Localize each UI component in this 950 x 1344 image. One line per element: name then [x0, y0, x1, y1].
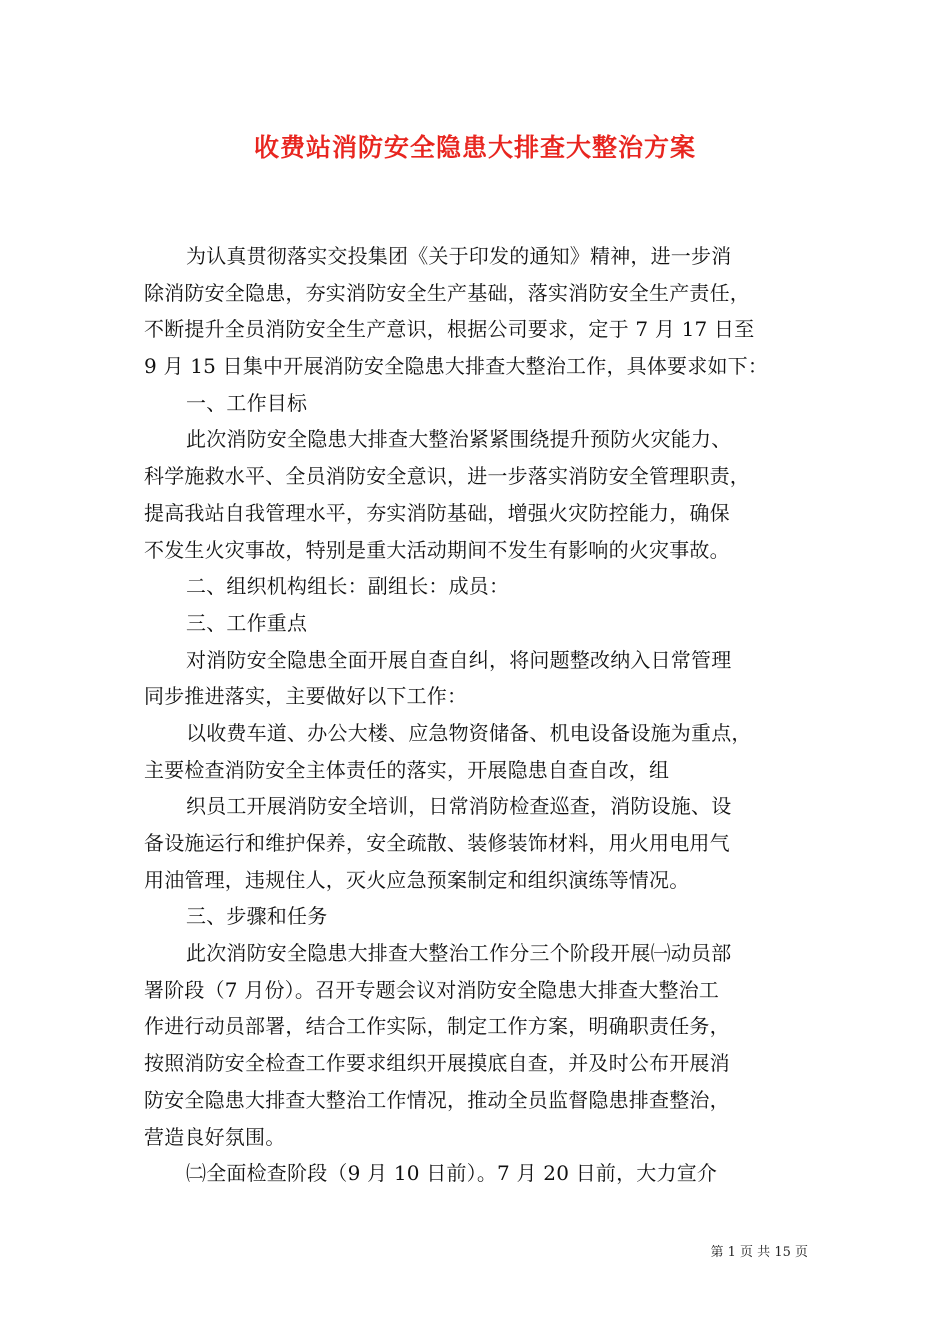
body-line: 织员工开展消防安全培训，日常消防检查巡查，消防设施、设 [186, 794, 732, 819]
body-line: 防安全隐患大排查大整治工作情况，推动全员监督隐患排查整治， [144, 1087, 730, 1112]
body-line: ㈡全面检查阶段（9 月 10 日前）。7 月 20 日前，大力宣介 [186, 1161, 718, 1186]
body-line: 主要检查消防安全主体责任的落实，开展隐患自查自改，组 [144, 757, 670, 782]
body-line: 以收费车道、办公大楼、应急物资储备、机电设备设施为重点， [186, 720, 752, 745]
body-line: 对消防安全隐患全面开展自查自纠，将问题整改纳入日常管理 [186, 647, 732, 672]
body-line: 用油管理，违规住人，灭火应急预案制定和组织演练等情况。 [144, 867, 690, 892]
body-line: 作进行动员部署，结合工作实际，制定工作方案，明确职责任务， [144, 1014, 730, 1039]
section-heading: 二、组织机构组长：副组长：成员： [186, 574, 510, 599]
document-title: 收费站消防安全隐患大排查大整治方案 [253, 133, 696, 162]
page-number: 第 1 页 共 15 页 [710, 1245, 808, 1260]
section-heading: 三、步骤和任务 [186, 904, 328, 929]
body-line: 署阶段（7 月份）。召开专题会议对消防安全隐患大排查大整治工 [144, 977, 720, 1002]
body-line: 按照消防安全检查工作要求组织开展摸底自查，并及时公布开展消 [144, 1051, 730, 1076]
document-body [144, 238, 824, 1192]
body-line: 除消防安全隐患，夯实消防安全生产基础，落实消防安全生产责任， [144, 280, 750, 305]
body-line: 同步推进落实，主要做好以下工作： [144, 684, 468, 709]
section-heading: 三、工作重点 [186, 610, 308, 635]
section-heading: 一、工作目标 [186, 390, 308, 415]
body-line: 营造良好氛围。 [144, 1124, 286, 1149]
body-line: 此次消防安全隐患大排查大整治紧紧围绕提升预防火灾能力、 [186, 427, 732, 452]
body-line: 备设施运行和维护保养，安全疏散、装修装饰材料，用火用电用气 [144, 831, 730, 855]
body-line: 此次消防安全隐患大排查大整治工作分三个阶段开展㈠动员部 [186, 941, 732, 966]
body-line: 不断提升全员消防安全生产意识，根据公司要求，定于 7 月 17 日至 [144, 317, 755, 342]
body-line: 不发生火灾事故，特别是重大活动期间不发生有影响的火灾事故。 [144, 537, 730, 562]
body-line: 提高我站自我管理水平，夯实消防基础，增强火灾防控能力，确保 [144, 500, 730, 525]
body-line: 科学施救水平、全员消防安全意识，进一步落实消防安全管理职责， [144, 464, 750, 489]
body-line: 为认真贯彻落实交投集团《关于印发的通知》精神，进一步消 [186, 244, 732, 268]
body-line: 9 月 15 日集中开展消防安全隐患大排查大整治工作，具体要求如下： [144, 354, 769, 379]
